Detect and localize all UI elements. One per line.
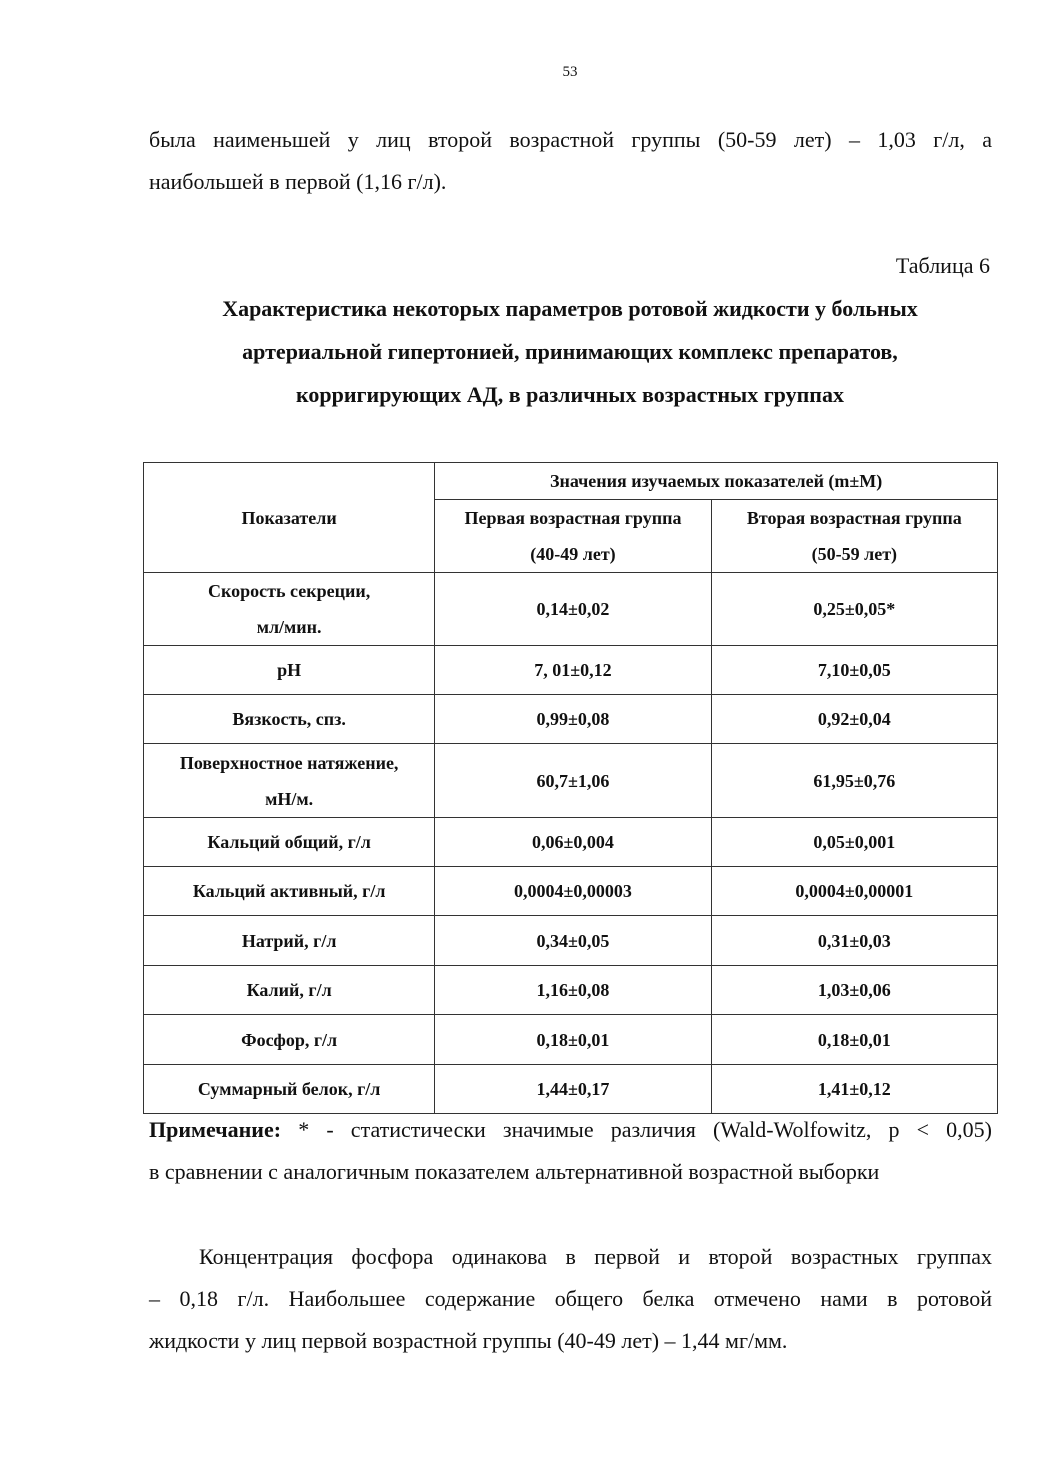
row-value-group1: 60,7±1,06 — [435, 744, 711, 818]
row-value-group2: 0,05±0,001 — [711, 818, 997, 867]
paragraph-line: жидкости у лиц первой возрастной группы (40-49 лет) – 1,44 мг/мм. — [149, 1328, 788, 1353]
row-parameter: Кальций активный, г/л — [144, 867, 435, 916]
row-value-group2: 61,95±0,76 — [711, 744, 997, 818]
table-row — [144, 818, 998, 867]
row-parameter: Фосфор, г/л — [144, 1015, 435, 1065]
paragraph-line: – 0,18 г/л. Наибольшее содержание общего белка отмечено нами в ротовой — [149, 1286, 992, 1311]
table-row — [144, 867, 998, 916]
row-parameter — [144, 573, 435, 646]
table-row — [144, 1015, 998, 1065]
row-parameter: Натрий, г/л — [144, 916, 435, 966]
header-group1 — [435, 500, 711, 573]
parameter-name: Скорость секреции, — [208, 581, 371, 601]
row-value-group2: 0,25±0,05* — [711, 573, 997, 646]
row-value-group2: 7,10±0,05 — [711, 646, 997, 695]
note-text: * - статистически значимые различия (Wald-Wolfowitz, p < 0,05) — [281, 1117, 992, 1142]
row-parameter: pH — [144, 646, 435, 695]
header-group1-ages: (40-49 лет) — [530, 544, 616, 564]
note-label: Примечание: — [149, 1117, 282, 1142]
page-number: 53 — [562, 64, 578, 80]
paragraph-line: наибольшей в первой (1,16 г/л). — [149, 169, 447, 194]
table-row — [144, 1065, 998, 1114]
row-value-group2: 0,18±0,01 — [711, 1015, 997, 1065]
header-group1-title: Первая возрастная группа — [464, 508, 682, 528]
paragraph-line: была наименьшей у лиц второй возрастной группы (50-59 лет) – 1,03 г/л, а — [149, 127, 992, 152]
caption-line: Характеристика некоторых параметров ротовой жидкости у больных — [222, 296, 918, 321]
note-line — [149, 1109, 992, 1151]
row-value-group2: 0,31±0,03 — [711, 916, 997, 966]
data-table — [143, 462, 998, 1114]
caption-line: корригирующих АД, в различных возрастных группах — [296, 382, 844, 407]
table-row — [144, 916, 998, 966]
note-line: в сравнении с аналогичным показателем альтернативной возрастной выборки — [149, 1159, 880, 1184]
row-value-group1: 0,18±0,01 — [435, 1015, 711, 1065]
paragraph-intro — [149, 119, 992, 203]
header-group2-title: Вторая возрастная группа — [746, 508, 962, 528]
header-group2 — [711, 500, 997, 573]
table-caption — [100, 287, 1040, 416]
header-parameters: Показатели — [144, 463, 435, 573]
table-note — [149, 1109, 992, 1193]
row-parameter: Калий, г/л — [144, 966, 435, 1015]
row-value-group1: 1,44±0,17 — [435, 1065, 711, 1114]
row-parameter: Кальций общий, г/л — [144, 818, 435, 867]
row-value-group2: 0,92±0,04 — [711, 695, 997, 744]
header-values: Значения изучаемых показателей (m±M) — [435, 463, 998, 500]
row-parameter: Вязкость, спз. — [144, 695, 435, 744]
row-value-group1: 0,14±0,02 — [435, 573, 711, 646]
row-value-group1: 0,99±0,08 — [435, 695, 711, 744]
parameter-unit: мл/мин. — [256, 617, 322, 637]
parameter-unit: мН/м. — [265, 788, 314, 809]
paragraph-conclusion — [149, 1236, 992, 1362]
row-value-group1: 0,06±0,004 — [435, 818, 711, 867]
header-group2-ages: (50-59 лет) — [811, 544, 898, 564]
table-row — [144, 744, 998, 818]
table-row — [144, 646, 998, 695]
row-value-group1: 7, 01±0,12 — [435, 646, 711, 695]
row-value-group1: 0,34±0,05 — [435, 916, 711, 966]
table-row — [144, 966, 998, 1015]
row-value-group2: 1,03±0,06 — [711, 966, 997, 1015]
parameter-name: Поверхностное натяжение, — [179, 752, 399, 773]
row-value-group1: 0,0004±0,00003 — [435, 867, 711, 916]
table-row — [144, 695, 998, 744]
table-header-row — [144, 463, 998, 500]
row-value-group2: 1,41±0,12 — [711, 1065, 997, 1114]
row-parameter: Суммарный белок, г/л — [144, 1065, 435, 1114]
caption-line: артериальной гипертонией, принимающих комплекс препаратов, — [242, 339, 898, 364]
table-row — [144, 573, 998, 646]
row-parameter — [144, 744, 435, 818]
row-value-group1: 1,16±0,08 — [435, 966, 711, 1015]
paragraph-line: Концентрация фосфора одинакова в первой и второй возрастных группах — [199, 1244, 992, 1269]
row-value-group2: 0,0004±0,00001 — [711, 867, 997, 916]
table-number-label: Таблица 6 — [895, 253, 990, 278]
